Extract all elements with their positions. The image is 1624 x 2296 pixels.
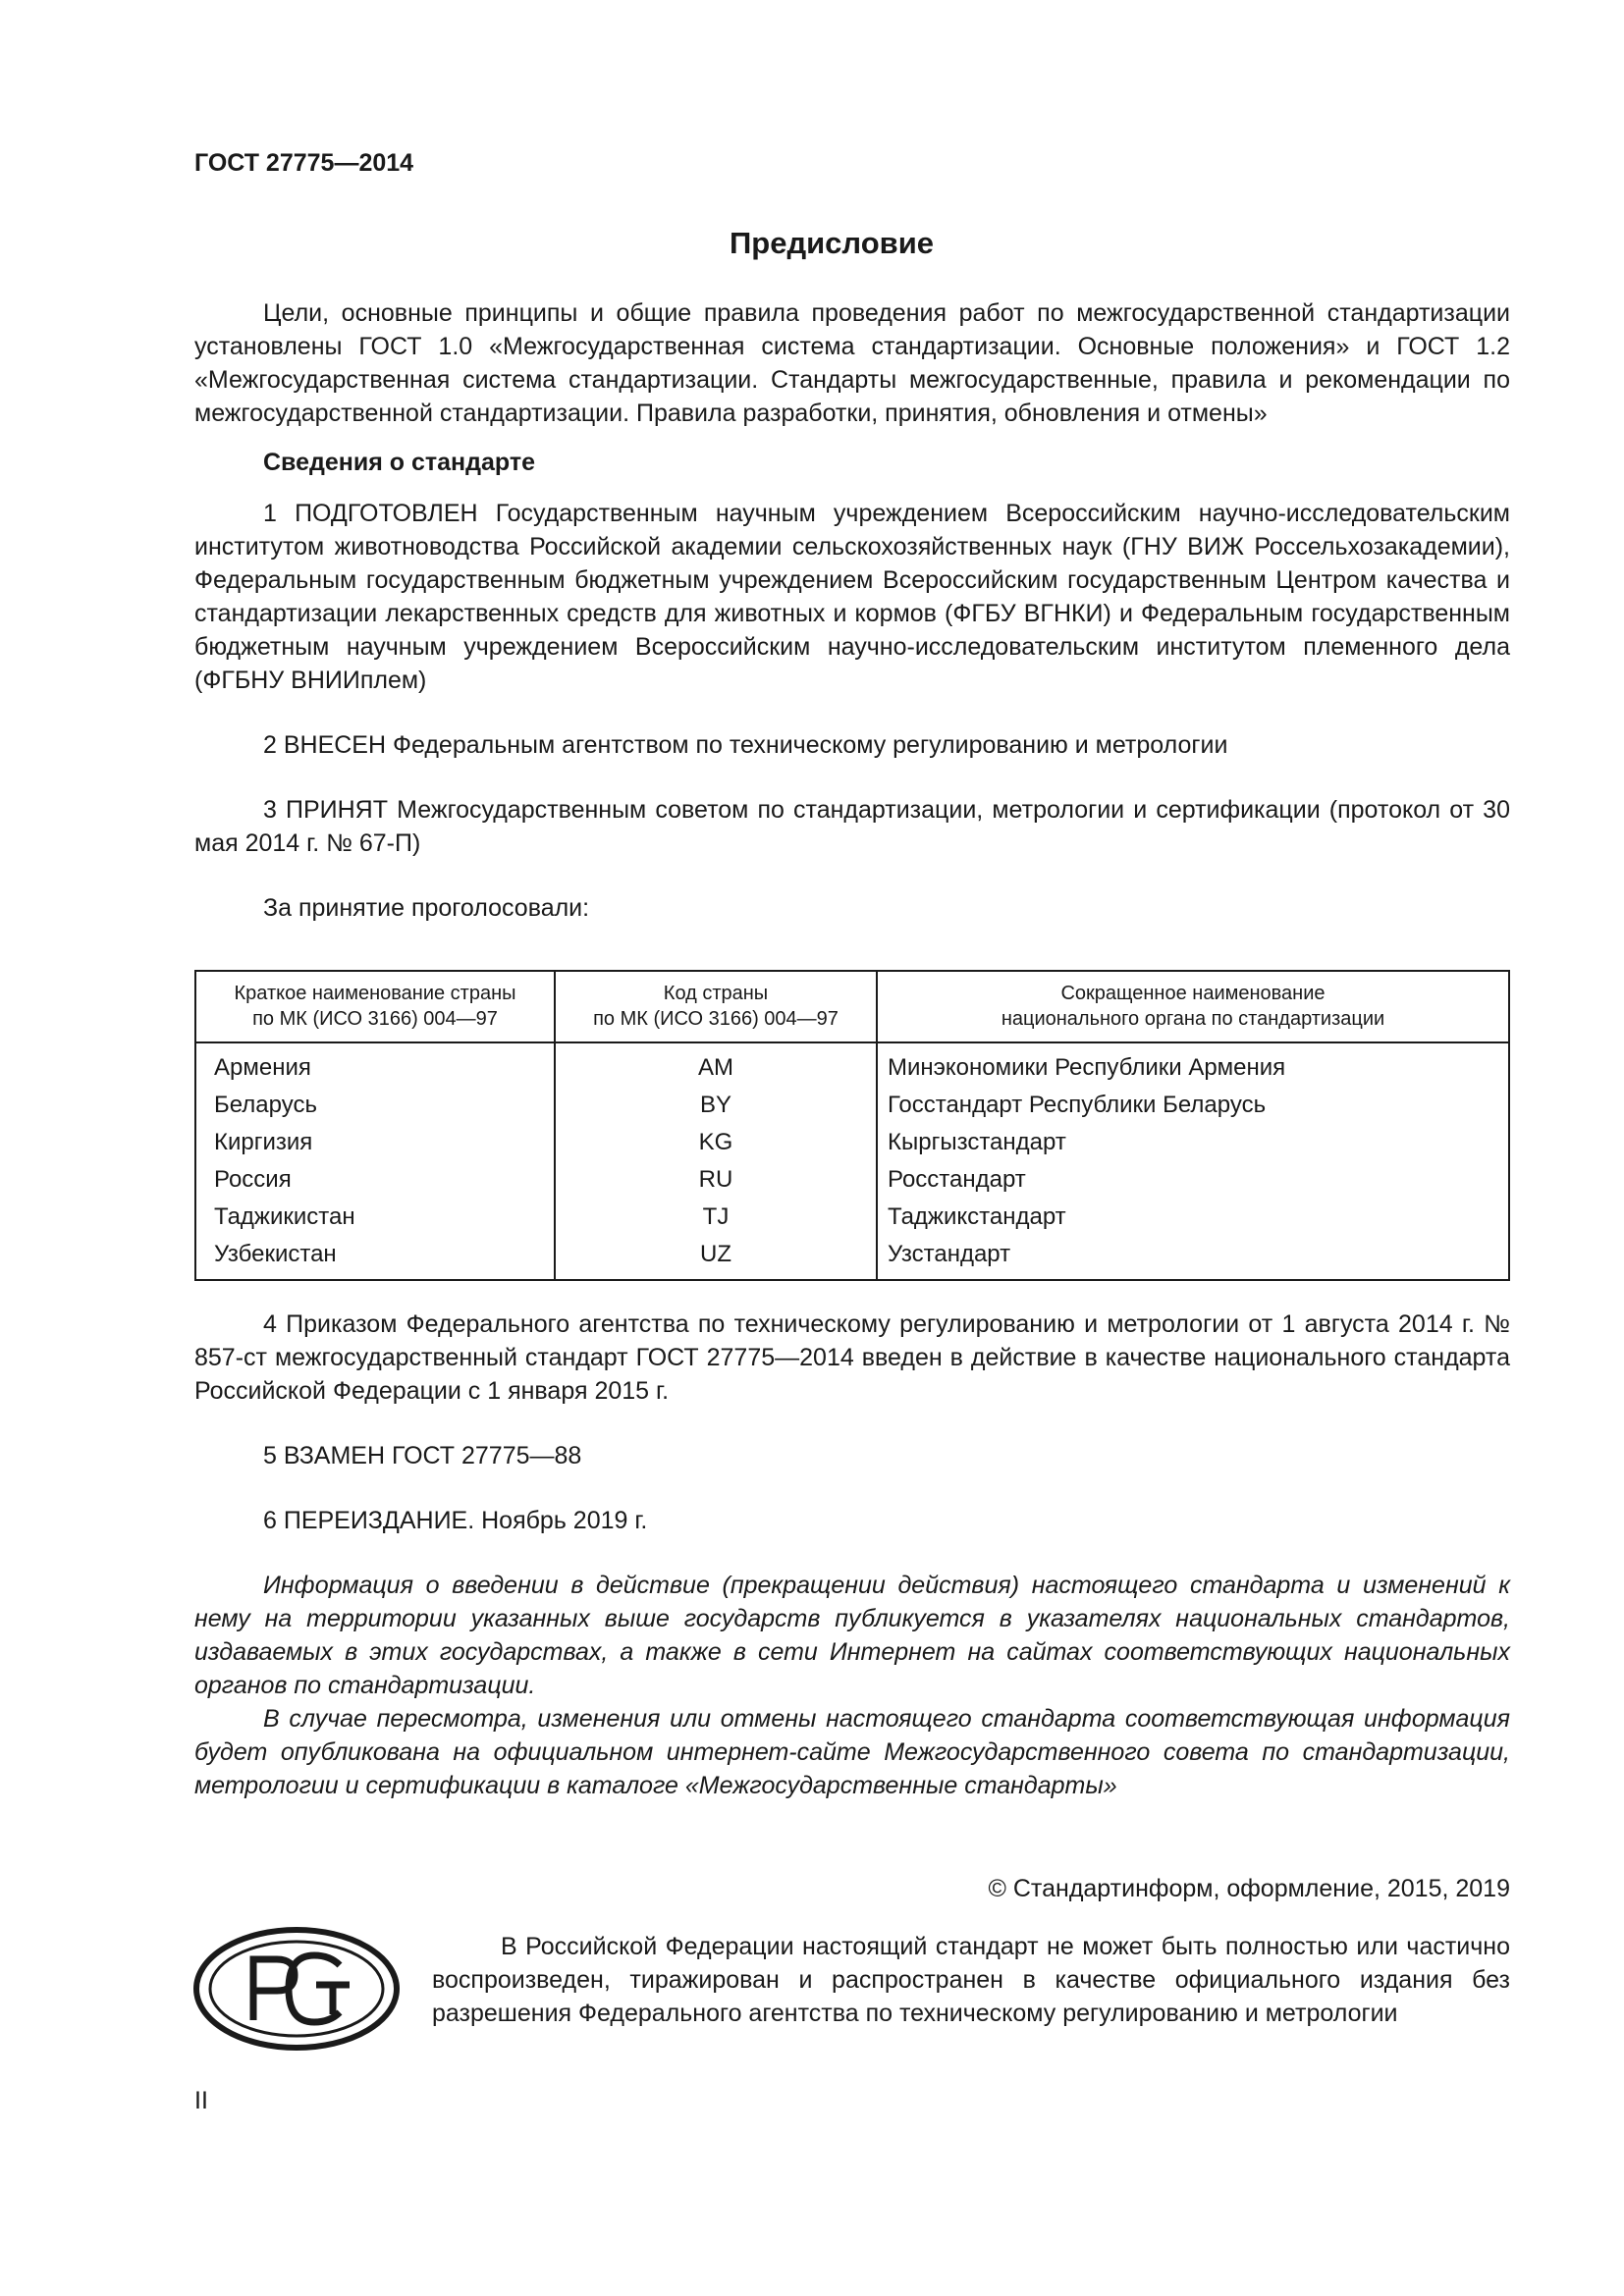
preface-body-continued — [194, 1308, 1510, 1802]
column-header-org — [877, 971, 1509, 1042]
header-country-line1: Краткое наименование страны — [234, 983, 516, 1004]
header-code-line2: по МК (ИСО 3166) 004—97 — [593, 1008, 839, 1030]
preface-body — [194, 296, 1510, 925]
table-row — [195, 1199, 1509, 1236]
item-prepared: 1 ПОДГОТОВЛЕН Государственным научным учреждением Всероссийским научно-исследовательским институтом животноводства Российской академии сельскохозяйственных наук (ГНУ ВИЖ Россельхозакадемии), Федеральным государственным бюджетным учреждением Всероссийским государственным Центром качества и стандартизации лекарственных средств для животных и кормов (ФГБУ ВГНКИ) и Федеральным государственным бюджетным научным учреждением Всероссийским научно-исследовательским институтом племенного дела (ФГБНУ ВНИИплем) — [194, 500, 1510, 694]
table-row — [195, 1236, 1509, 1280]
page-title: Предисловие — [729, 226, 934, 260]
table-row — [195, 1124, 1509, 1161]
notice-paragraph: В Российской Федерации настоящий стандарт не может быть полностью или частично воспроизведен, тиражирован и распространен в качестве официального издания без разрешения Федерального агентства по техническому регулированию и метрологии — [432, 1933, 1510, 2027]
voted-label: За принятие проголосовали: — [263, 894, 590, 922]
cell-org: Госстандарт Республики Беларусь — [877, 1087, 1509, 1124]
cell-country: Таджикистан — [214, 1203, 355, 1230]
document-number: ГОСТ 27775—2014 — [194, 149, 414, 177]
cell-country: Киргизия — [214, 1129, 313, 1155]
cell-country: Беларусь — [214, 1092, 317, 1118]
rst-logo-svg — [192, 1926, 401, 2052]
rst-logo-icon — [192, 1926, 401, 2052]
cell-country: Армения — [214, 1054, 311, 1081]
item-submitted: 2 ВНЕСЕН Федеральным агентством по техническому регулированию и метрологии — [263, 731, 1228, 759]
cell-code: KG — [555, 1124, 877, 1161]
header-org-line2: национального органа по стандартизации — [1001, 1008, 1385, 1030]
cell-code: UZ — [555, 1236, 877, 1280]
item-adopted: 3 ПРИНЯТ Межгосударственным советом по стандартизации, метрологии и сертификации (протокол от 30 мая 2014 г. № 67-П) — [194, 796, 1510, 857]
column-header-code — [555, 971, 877, 1042]
cell-code: RU — [555, 1161, 877, 1199]
header-country-line2: по МК (ИСО 3166) 004—97 — [252, 1008, 498, 1030]
standard-info-heading: Сведения о стандарте — [263, 449, 536, 476]
cell-country: Россия — [214, 1166, 292, 1193]
cell-org: Таджикстандарт — [877, 1199, 1509, 1236]
cell-org: Минэкономики Республики Армения — [877, 1042, 1509, 1087]
cell-org: Узстандарт — [877, 1236, 1509, 1280]
header-org-line1: Сокращенное наименование — [1060, 983, 1326, 1004]
cell-country: Узбекистан — [214, 1241, 337, 1267]
item-enacted: 4 Приказом Федерального агентства по техническому регулированию и метрологии от 1 августа 2014 г. № 857-ст межгосударственный стандарт ГОСТ 27775—2014 введен в действие в качестве национального стандарта Российской Федерации с 1 января 2015 г. — [194, 1310, 1510, 1405]
column-header-country — [195, 971, 555, 1042]
intro-paragraph: Цели, основные принципы и общие правила проведения работ по межгосударственной стандартизации установлены ГОСТ 1.0 «Межгосударственная система стандартизации. Основные положения» и ГОСТ 1.2 «Межгосударственная система стандартизации. Стандарты межгосударственные, правила и рекомендации по межгосударственной стандартизации. Правила разработки, принятия, обновления и отмены» — [194, 299, 1510, 427]
item-reissue: 6 ПЕРЕИЗДАНИЕ. Ноябрь 2019 г. — [263, 1507, 648, 1534]
table-row — [195, 1042, 1509, 1087]
table-row — [195, 1161, 1509, 1199]
voting-countries-table — [194, 970, 1510, 1281]
header-code-line1: Код страны — [663, 983, 769, 1004]
table-header-row — [195, 971, 1509, 1042]
cell-code: TJ — [555, 1199, 877, 1236]
copyright-line: © Стандартинформ, оформление, 2015, 2019 — [988, 1875, 1510, 1902]
item-replaces: 5 ВЗАМЕН ГОСТ 27775—88 — [263, 1442, 582, 1469]
cell-code: AM — [555, 1042, 877, 1087]
cell-code: BY — [555, 1087, 877, 1124]
table-row — [195, 1087, 1509, 1124]
page-number: II — [194, 2087, 208, 2114]
cell-org: Росстандарт — [877, 1161, 1509, 1199]
cell-org: Кыргызстандарт — [877, 1124, 1509, 1161]
copyright-notice — [432, 1930, 1510, 2030]
info-paragraph-publication: Информация о введении в действие (прекращении действия) настоящего стандарта и изменений к нему на территории указанных выше государств публикуется в указателях национальных стандартов, издаваемых в этих государствах, а также в сети Интернет на сайтах соответствующих национальных органов по стандартизации. — [194, 1572, 1510, 1699]
info-paragraph-revision: В случае пересмотра, изменения или отмены настоящего стандарта соответствующая информация будет опубликована на официальном интернет-сайте Межгосударственного совета по стандартизации, метрологии и сертификации в каталоге «Межгосударственные стандарты» — [194, 1705, 1510, 1799]
